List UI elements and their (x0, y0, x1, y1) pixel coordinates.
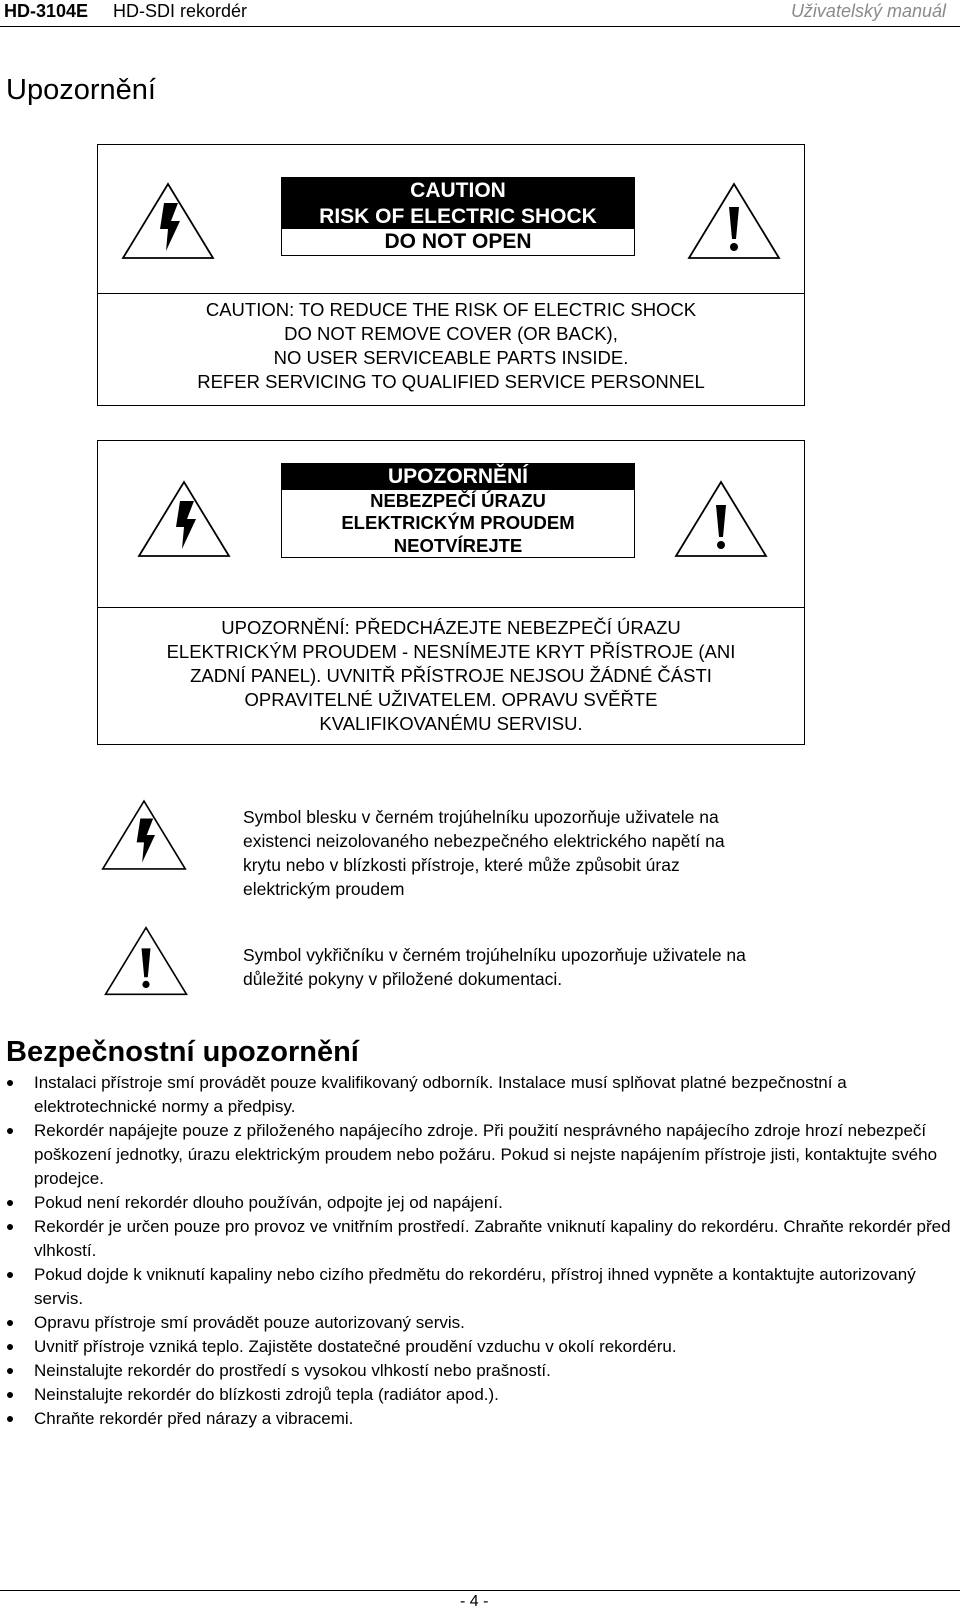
list-item: Chraňte rekordér před nárazy a vibracemi. (34, 1407, 954, 1431)
warning-text-line: ZADNÍ PANEL). UVNITŘ PŘÍSTROJE NEJSOU ŽÁDNÉ ČÁSTI (190, 665, 712, 686)
caution-label-line: RISK OF ELECTRIC SHOCK (282, 204, 634, 230)
lightning-symbol-explanation (0, 795, 960, 905)
exclamation-warning-icon (673, 479, 769, 559)
page-title: Upozornění (6, 74, 156, 106)
caution-label-line: UPOZORNĚNÍ (282, 464, 634, 490)
list-item: Pokud není rekordér dlouho používán, odpojte jej od napájení. (34, 1191, 954, 1215)
list-item: Neinstalujte rekordér do prostředí s vysokou vlhkostí nebo prašností. (34, 1359, 954, 1383)
page-header (0, 0, 960, 27)
caution-label-line: NEBEZPEČÍ ÚRAZU (370, 489, 546, 511)
list-item: Opravu přístroje smí provádět pouze autorizovaný servis. (34, 1311, 954, 1335)
warning-text-line: REFER SERVICING TO QUALIFIED SERVICE PERSONNEL (197, 371, 705, 392)
page-number: - 4 - (460, 1593, 489, 1610)
warning-text-line: OPRAVITELNÉ UŽIVATELEM. OPRAVU SVĚŘTE (244, 689, 658, 710)
warning-header-cz (98, 441, 804, 608)
caution-label-cz (281, 463, 635, 558)
exclamation-symbol-explanation (0, 925, 960, 1005)
list-item: Neinstalujte rekordér do blízkosti zdrojů tepla (radiátor apod.). (34, 1383, 954, 1407)
warning-header-en (98, 145, 804, 294)
exclamation-symbol-text (243, 943, 746, 991)
symbol-text-line: krytu nebo v blízkosti přístroje, které může způsobit úraz (243, 855, 680, 875)
caution-label-line: ELEKTRICKÝM PROUDEM (341, 512, 575, 534)
lightning-warning-icon (136, 479, 232, 559)
warning-text-line: CAUTION: TO REDUCE THE RISK OF ELECTRIC SHOCK (205, 299, 697, 320)
warning-text-line: ELEKTRICKÝM PROUDEM - NESNÍMEJTE KRYT PŘÍSTROJE (ANI (166, 641, 736, 662)
safety-section-title: Bezpečnostní upozornění (6, 1036, 359, 1068)
caution-label-line: NEOTVÍREJTE (393, 534, 523, 556)
warning-text-en (98, 294, 804, 394)
list-item: Rekordér napájejte pouze z přiloženého napájecího zdroje. Při použití nesprávného napájecího zdroje hrozí nebezpečí poškození jednotky, úrazu elektrickým proudem nebo požáru. Pokud si nejste napájením přístroje jisti, kontaktujte svého prodejce. (34, 1119, 954, 1191)
caution-label-en (281, 177, 635, 256)
lightning-warning-icon (120, 181, 216, 261)
warning-box-cz (97, 440, 805, 745)
list-item: Instalaci přístroje smí provádět pouze kvalifikovaný odborník. Instalace musí splňovat platné bezpečnostní a elektrotechnické normy a předpisy. (34, 1071, 954, 1119)
caution-label-line: CAUTION (282, 178, 634, 204)
warning-box-en (97, 144, 805, 406)
warning-text-line: KVALIFIKOVANÉMU SERVISU. (319, 713, 583, 734)
caution-label-line: DO NOT OPEN (384, 230, 532, 254)
warning-text-line: NO USER SERVICEABLE PARTS INSIDE. (273, 347, 629, 368)
warning-text-line: UPOZORNĚNÍ: PŘEDCHÁZEJTE NEBEZPEČÍ ÚRAZU (221, 617, 681, 638)
exclamation-warning-icon (686, 181, 782, 261)
header-product: HD-SDI rekordér (113, 1, 248, 21)
symbol-text-line: Symbol blesku v černém trojúhelníku upozorňuje uživatele na (243, 807, 719, 827)
safety-list (34, 1071, 954, 1431)
symbol-text-line: důležité pokyny v přiložené dokumentaci. (243, 969, 563, 989)
lightning-warning-icon (100, 797, 188, 873)
warning-text-cz (98, 608, 804, 736)
list-item: Uvnitř přístroje vzniká teplo. Zajistěte dostatečné proudění vzduchu v okolí rekordéru. (34, 1335, 954, 1359)
warning-text-line: DO NOT REMOVE COVER (OR BACK), (284, 323, 618, 344)
list-item: Pokud dojde k vniknutí kapaliny nebo cizího předmětu do rekordéru, přístroj ihned vypněte a kontaktujte autorizovaný servis. (34, 1263, 954, 1311)
exclamation-warning-icon (102, 925, 190, 997)
header-model: HD-3104E (4, 1, 89, 21)
header-manual-title: Uživatelský manuál (790, 1, 946, 21)
symbol-text-line: elektrickým proudem (243, 879, 405, 899)
list-item: Rekordér je určen pouze pro provoz ve vnitřním prostředí. Zabraňte vniknutí kapaliny do rekordéru. Chraňte rekordér před vlhkostí. (34, 1215, 954, 1263)
page-footer (0, 1590, 960, 1610)
lightning-symbol-text (243, 805, 725, 901)
symbol-text-line: existenci neizolovaného nebezpečného elektrického napětí na (243, 831, 725, 851)
symbol-text-line: Symbol vykřičníku v černém trojúhelníku upozorňuje uživatele na (243, 945, 746, 965)
